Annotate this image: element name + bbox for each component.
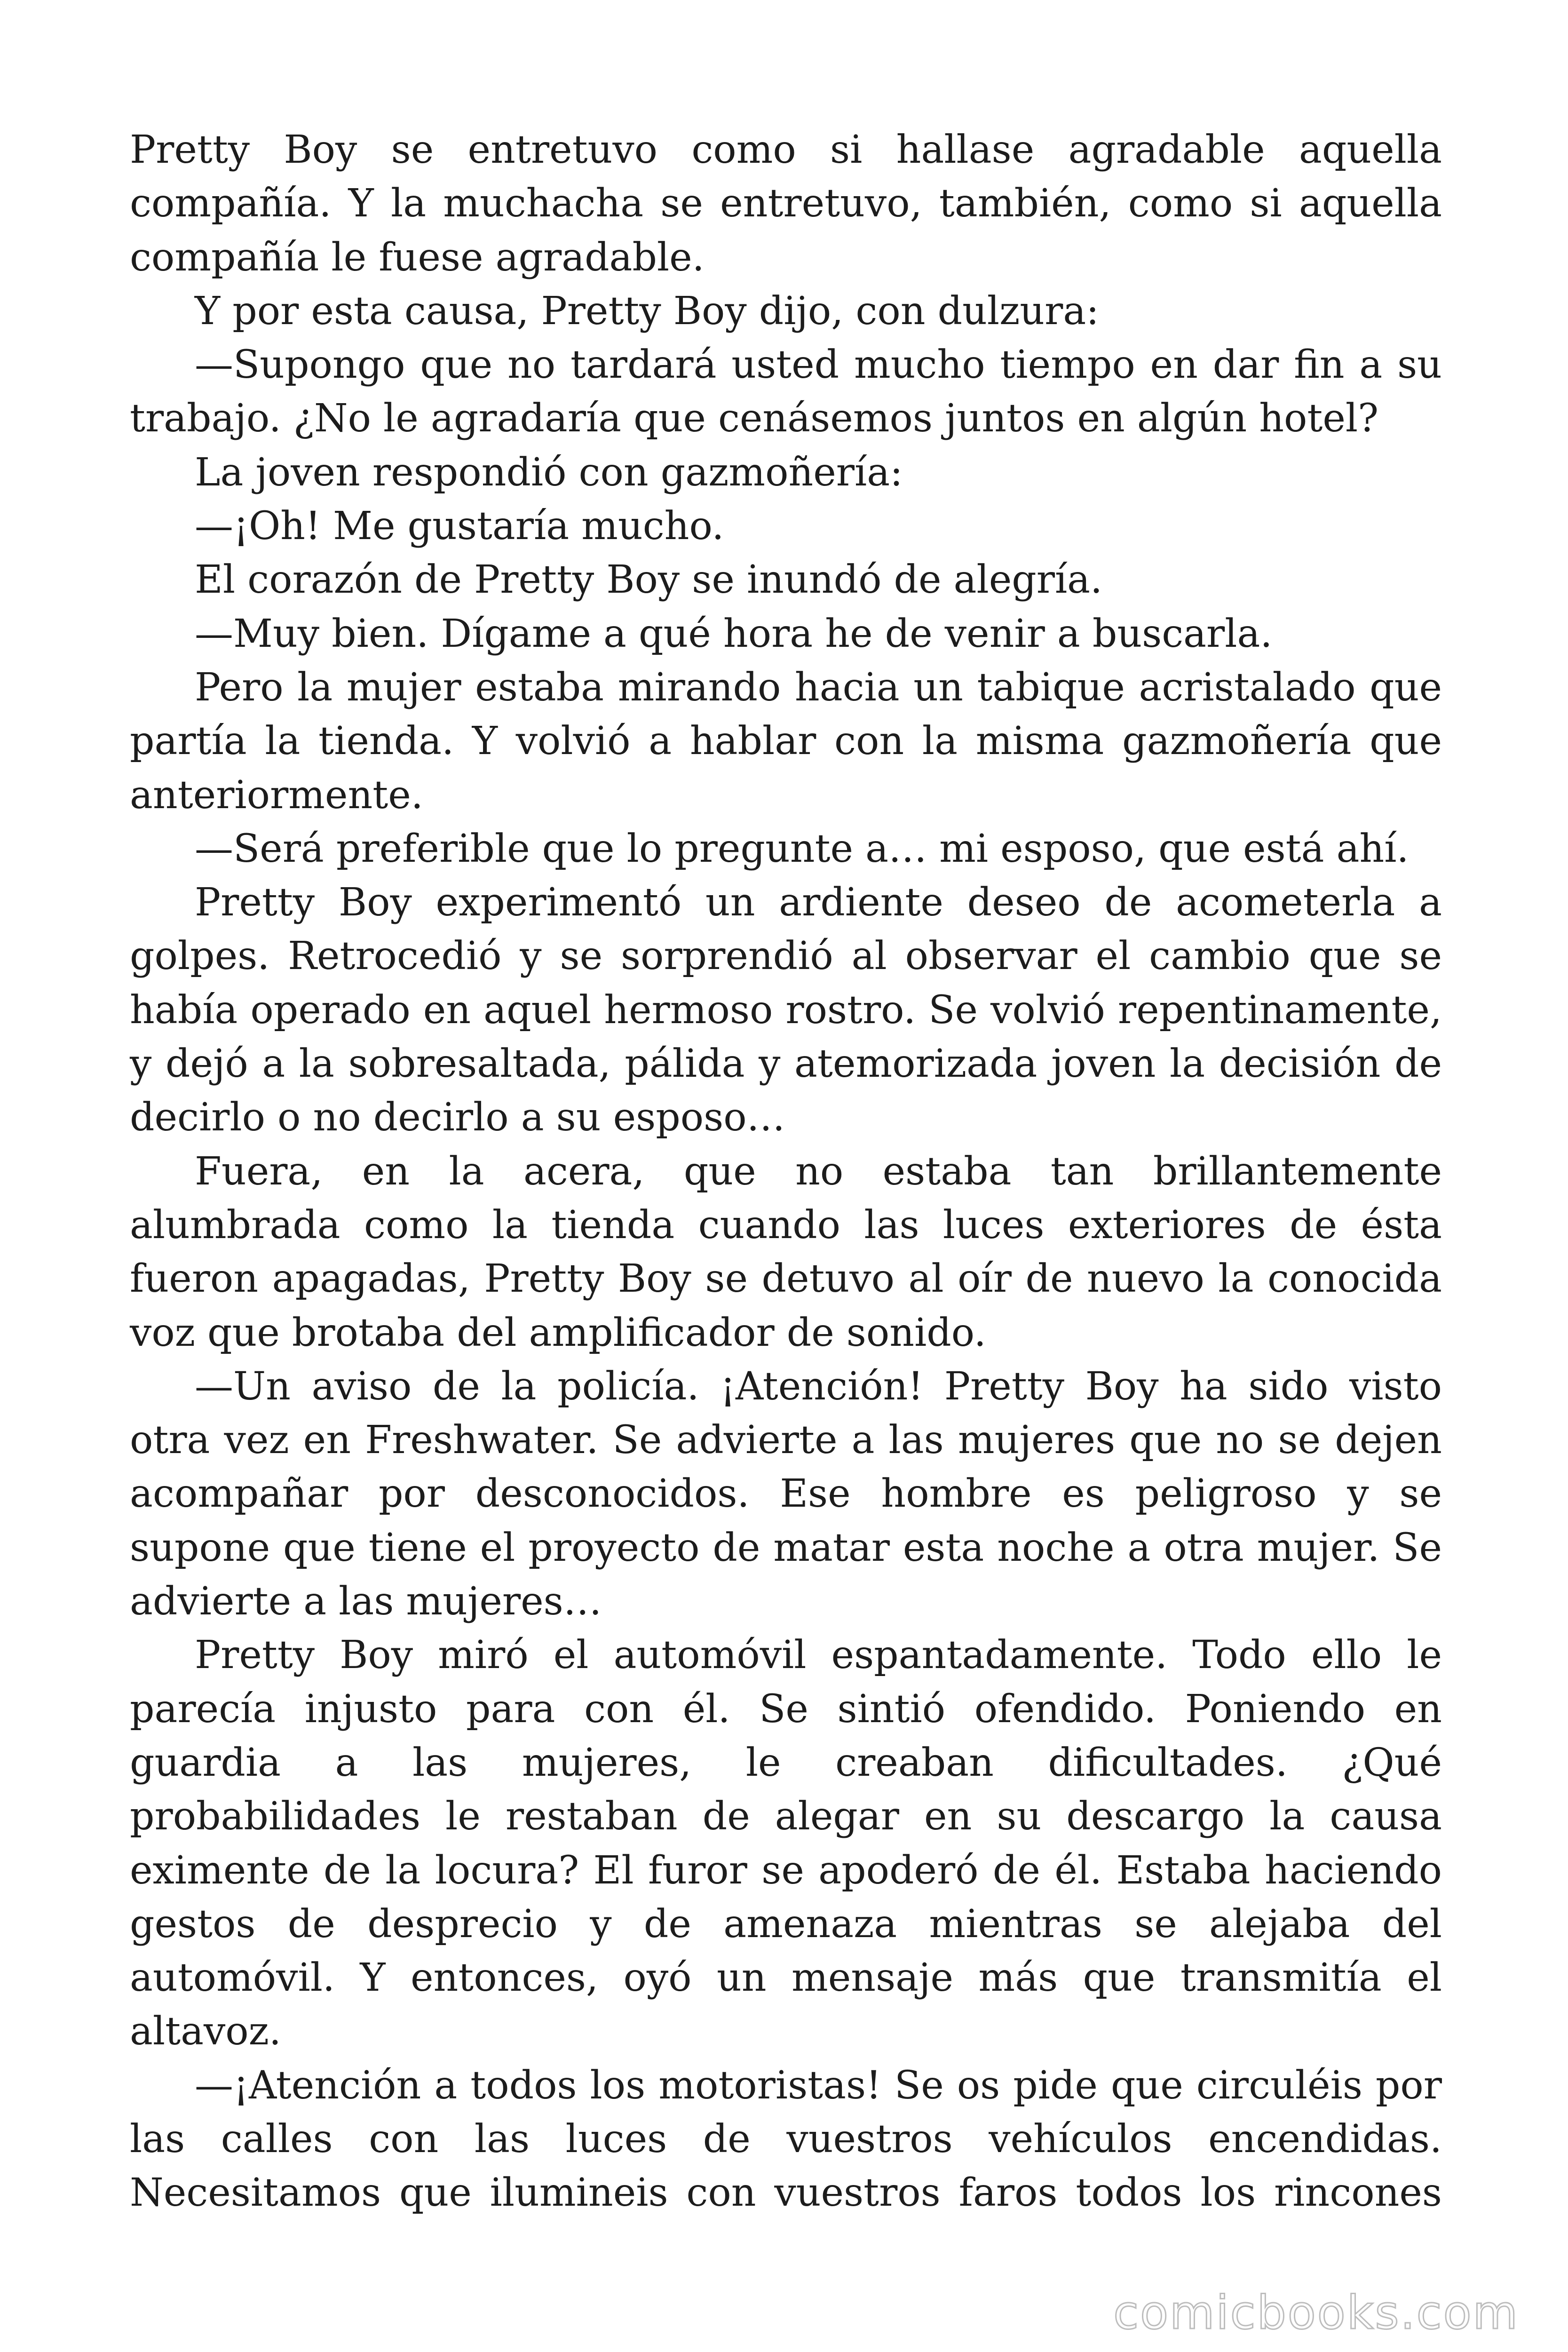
body-text (130, 123, 1442, 2220)
paragraph-9: —Será preferible que lo pregunte a… mi esposo, que está ahí. (195, 826, 1409, 871)
paragraph-12: —Un aviso de la policía. ¡Atención! Pretty Boy ha sido visto otra vez en Freshwater. Se advierte a las mujeres que no se dejen acompañar por desconocidos. Ese hombre es peligroso y se supone que tiene el proyecto de matar esta noche a otra mujer. Se advierte a las mujeres… (130, 1364, 1442, 1624)
paragraph-1: Pretty Boy se entretuvo como si hallase agradable aquella compañía. Y la muchacha se entretuvo, también, como si aquella compañía le fuese agradable. (130, 127, 1442, 280)
paragraph-8: Pero la mujer estaba mirando hacia un tabique acristalado que partía la tienda. Y volvió a hablar con la misma gazmoñería que anteriormente. (130, 665, 1442, 818)
paragraph-4: La joven respondió con gazmoñería: (195, 450, 903, 495)
paragraph-14: —¡Atención a todos los motoristas! Se os pide que circuléis por las calles con las luces de vuestros vehículos encendidas. Necesitamos que ilumineis con vuestros faros todos los rincones (130, 2063, 1442, 2216)
paragraph-3: —Supongo que no tardará usted mucho tiempo en dar fin a su trabajo. ¿No le agradaría que cenásemos juntos en algún hotel? (130, 342, 1442, 441)
site-watermark: comicbooks.com (1113, 2286, 1519, 2340)
paragraph-7: —Muy bien. Dígame a qué hora he de venir a buscarla. (195, 611, 1273, 656)
paragraph-11: Fuera, en la acera, que no estaba tan brillantemente alumbrada como la tienda cuando las luces exteriores de ésta fueron apagadas, Pretty Boy se detuvo al oír de nuevo la conocida voz que brotaba del amplificador de sonido. (130, 1149, 1442, 1355)
paragraph-10: Pretty Boy experimentó un ardiente deseo de acometerla a golpes. Retrocedió y se sorprendió al observar el cambio que se había operado en aquel hermoso rostro. Se volvió repentinamente, y dejó a la sobresaltada, pálida y atemorizada joven la decisión de decirlo o no decirlo a su esposo… (130, 880, 1442, 1140)
paragraph-2: Y por esta causa, Pretty Boy dijo, con dulzura: (195, 288, 1099, 334)
paragraph-13: Pretty Boy miró el automóvil espantadamente. Todo ello le parecía injusto para con él. Se sintió ofendido. Poniendo en guardia a las mujeres, le creaban dificultades. ¿Qué probabilidades le restaban de alegar en su descargo la causa eximente de la locura? El furor se apoderó de él. Estaba haciendo gestos de desprecio y de amenaza mientras se alejaba del automóvil. Y entonces, oyó un mensaje más que transmitía el altavoz. (130, 1633, 1442, 2054)
paragraph-5: —¡Oh! Me gustaría mucho. (195, 504, 724, 549)
paragraph-6: El corazón de Pretty Boy se inundó de alegría. (195, 557, 1103, 603)
